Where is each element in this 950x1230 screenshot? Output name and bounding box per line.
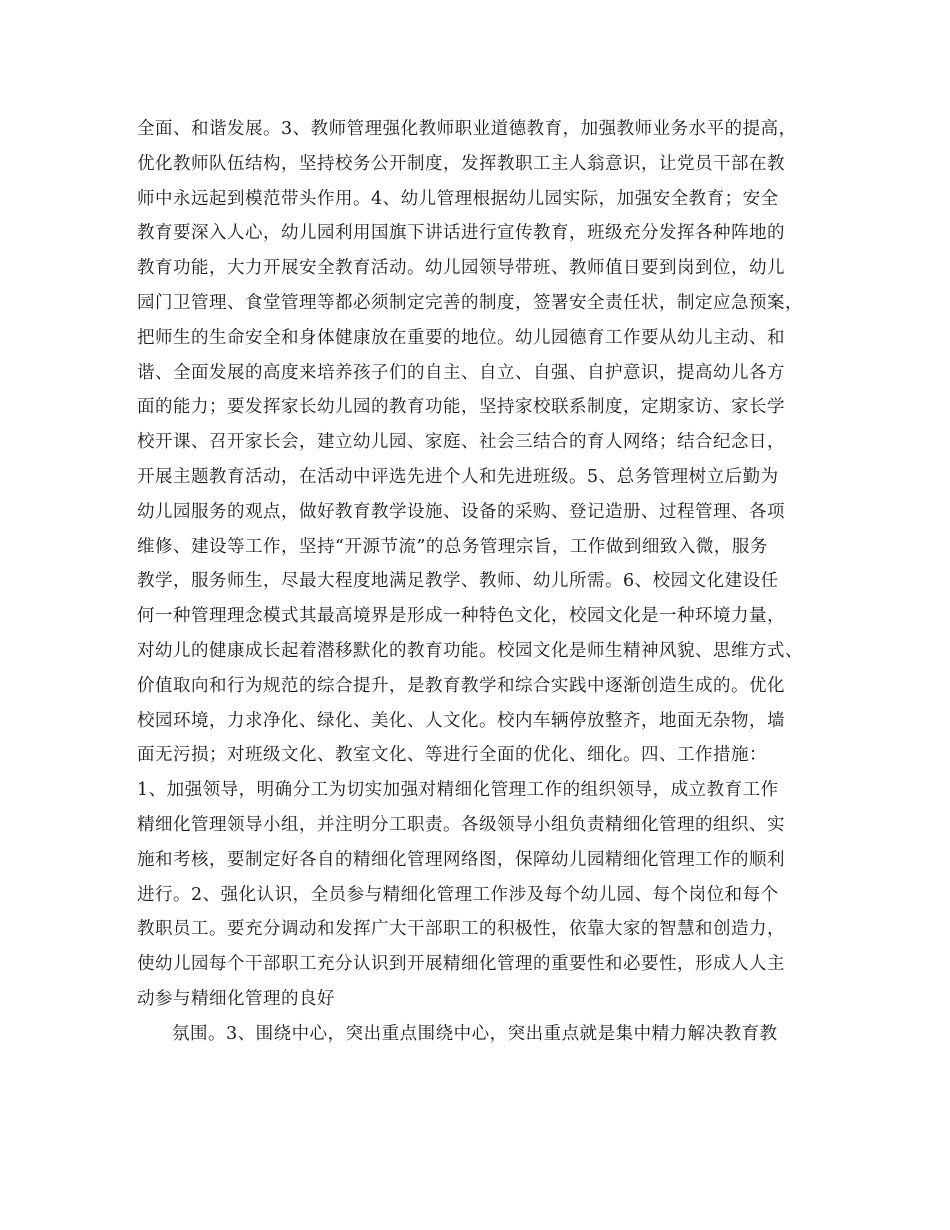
text-line: 教学，服务师生，尽最大程度地满足教学、教师、幼儿所需。6、校园文化建设任 xyxy=(137,571,779,592)
document-body xyxy=(137,112,827,1052)
text-line: 面无污损；对班级文化、教室文化、等进行全面的优化、细化。四、工作措施： xyxy=(137,745,767,766)
text-line: 全面、和谐发展。3、教师管理强化教师职业道德教育，加强教师业务水平的提高， xyxy=(137,119,797,139)
text-line: 氛围。3、围绕中心，突出重点围绕中心，突出重点就是集中精力解决教育教 xyxy=(172,1023,778,1044)
text-line: 对幼儿的健康成长起着潜移默化的教育功能。校园文化是师生精神风貌、思维方式、 xyxy=(137,640,803,661)
text-line: 园门卫管理、食堂管理等都必须制定完善的制度，签署安全责任状，制定应急预案， xyxy=(137,292,803,313)
text-line: 师中永远起到模范带头作用。4、幼儿管理根据幼儿园实际，加强安全教育；安全 xyxy=(137,188,779,209)
text-line: 动参与精细化管理的良好 xyxy=(137,988,335,1009)
text-line: 使幼儿园每个干部职工充分认识到开展精细化管理的重要性和必要性，形成人人主 xyxy=(137,954,785,975)
text-line: 教育功能，大力开展安全教育活动。幼儿园领导带班、教师值日要到岗到位，幼儿 xyxy=(137,258,785,279)
text-line: 何一种管理理念模式其最高境界是形成一种特色文化，校园文化是一种环境力量， xyxy=(137,606,785,627)
text-line: 价值取向和行为规范的综合提升，是教育教学和综合实践中逐渐创造生成的。优化 xyxy=(137,675,785,696)
text-line: 把师生的生命安全和身体健康放在重要的地位。幼儿园德育工作要从幼儿主动、和 xyxy=(137,327,785,348)
text-line: 优化教师队伍结构，坚持校务公开制度，发挥教职工主人翁意识，让党员干部在教 xyxy=(137,153,785,174)
paragraph xyxy=(137,112,827,1017)
text-line: 维修、建设等工作，坚持“开源节流”的总务管理宗旨，工作做到细致入微，服务 xyxy=(137,536,768,557)
text-line: 施和考核，要制定好各自的精细化管理网络图，保障幼儿园精细化管理工作的顺利 xyxy=(137,849,785,870)
text-line: 幼儿园服务的观点，做好教育教学设施、设备的采购、登记造册、过程管理、各项 xyxy=(137,501,785,522)
text-line: 校开课、召开家长会，建立幼儿园、家庭、社会三结合的育人网络；结合纪念日， xyxy=(137,432,785,453)
text-line: 开展主题教育活动，在活动中评选先进个人和先进班级。5、总务管理树立后勤为 xyxy=(137,466,779,487)
paragraph xyxy=(137,1017,827,1052)
text-line: 面的能力；要发挥家长幼儿园的教育功能，坚持家校联系制度，定期家访、家长学 xyxy=(137,397,785,418)
text-line: 1、加强领导，明确分工为切实加强对精细化管理工作的组织领导，成立教育工作 xyxy=(137,780,779,801)
text-line: 教职员工。要充分调动和发挥广大干部职工的积极性，依靠大家的智慧和创造力， xyxy=(137,919,785,940)
text-line: 校园环境，力求净化、绿化、美化、人文化。校内车辆停放整齐，地面无杂物，墙 xyxy=(137,710,785,731)
text-line: 谐、全面发展的高度来培养孩子们的自主、自立、自强、自护意识，提高幼儿各方 xyxy=(137,362,785,383)
text-line: 精细化管理领导小组，并注明分工职责。各级领导小组负责精细化管理的组织、实 xyxy=(137,814,785,835)
text-line: 教育要深入人心，幼儿园利用国旗下讲话进行宣传教育，班级充分发挥各种阵地的 xyxy=(137,223,785,244)
text-line: 进行。2、强化认识，全员参与精细化管理工作涉及每个幼儿园、每个岗位和每个 xyxy=(137,884,779,905)
